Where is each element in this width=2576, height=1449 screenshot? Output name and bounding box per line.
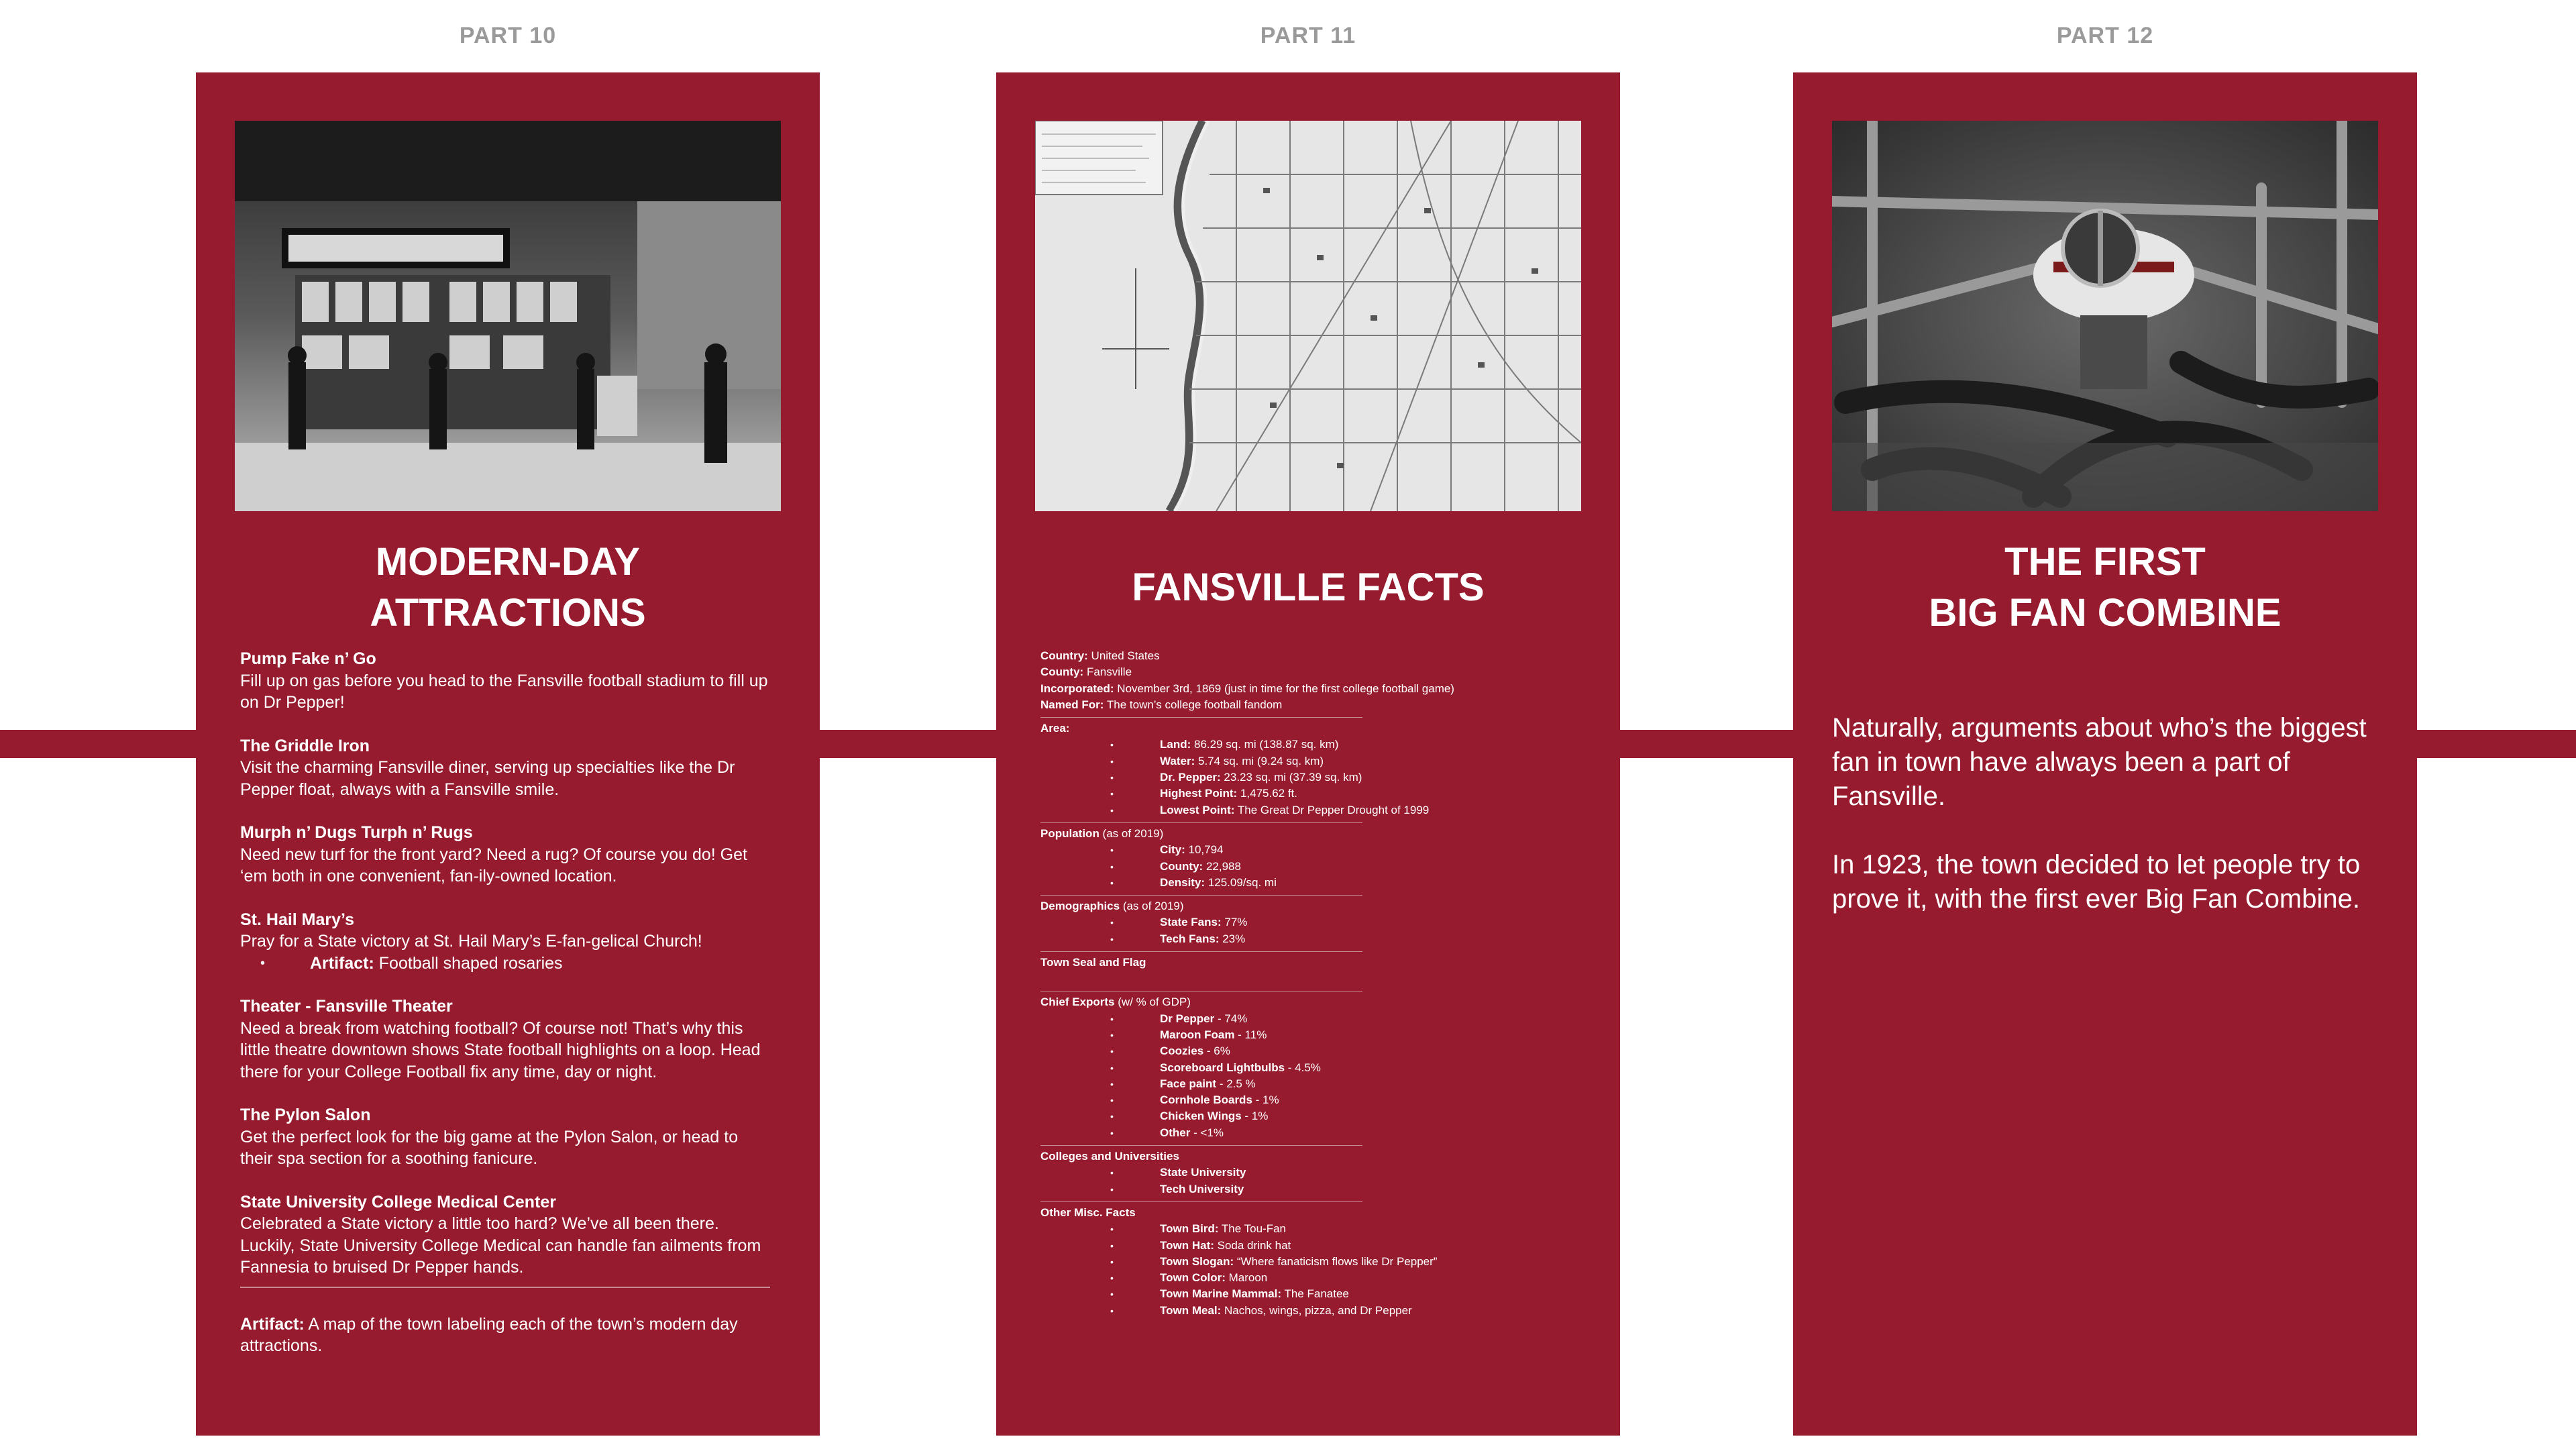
fact-label: State University xyxy=(1160,1166,1246,1179)
fact-bullet xyxy=(1040,1165,1580,1181)
facts-title: FANSVILLE FACTS xyxy=(1132,566,1485,609)
fact-label: Chicken Wings xyxy=(1160,1110,1242,1123)
combine-story: Naturally, arguments about who’s the biggest fan in town have always been a part of Fansville. In 1923, the town decided to let people try to prove it, with the first ever Big Fan Combine. xyxy=(1832,713,2367,914)
exports-heading: Chief Exports xyxy=(1040,996,1115,1009)
fact-value: 23% xyxy=(1219,932,1246,945)
fact-row xyxy=(1040,681,1580,697)
fact-label: Highest Point: xyxy=(1160,787,1238,800)
fact-bullet xyxy=(1040,1254,1580,1270)
list-item xyxy=(240,822,770,888)
fact-bullet xyxy=(1040,1060,1580,1076)
section-heading xyxy=(1040,898,1580,914)
misc-heading: Other Misc. Facts xyxy=(1040,1205,1136,1219)
fact-value: 1,475.62 ft. xyxy=(1237,787,1298,800)
fact-label: Cornhole Boards xyxy=(1160,1093,1252,1107)
fact-label: Dr Pepper xyxy=(1160,1012,1215,1025)
fact-label: County: xyxy=(1040,665,1084,679)
fact-row xyxy=(1040,648,1580,664)
divider xyxy=(1040,951,1362,952)
attractions-card xyxy=(196,72,820,1436)
attraction-name: St. Hail Mary’s xyxy=(240,910,354,929)
fact-label: Density: xyxy=(1160,875,1205,889)
fact-bullet xyxy=(1040,875,1580,891)
fact-bullet xyxy=(1040,737,1580,753)
attraction-desc: Visit the charming Fansville diner, serving up specialties like the Dr Pepper float, always with a Fansville smile. xyxy=(240,758,735,799)
football-drill-photo xyxy=(1832,121,2378,511)
fact-label: Scoreboard Lightbulbs xyxy=(1160,1061,1285,1074)
fact-value: The town’s college football fandom xyxy=(1104,698,1283,711)
fact-bullet xyxy=(1040,1286,1580,1302)
fact-bullet xyxy=(1040,1238,1580,1254)
map-artifact-note xyxy=(240,1313,770,1357)
attraction-name: The Griddle Iron xyxy=(240,736,370,755)
fact-label: Land: xyxy=(1160,738,1191,751)
fact-bullet xyxy=(1040,1303,1580,1319)
attraction-name: The Pylon Salon xyxy=(240,1106,371,1124)
fact-value: 5.74 sq. mi (9.24 sq. km) xyxy=(1195,754,1324,767)
fact-bullet xyxy=(1040,1270,1580,1286)
area-heading: Area: xyxy=(1040,722,1070,735)
list-item xyxy=(240,1104,770,1170)
fact-label: Town Color: xyxy=(1160,1271,1226,1285)
combine-title: THE FIRST BIG FAN COMBINE xyxy=(1929,540,2282,635)
divider xyxy=(1040,1145,1362,1146)
attraction-desc: Pray for a State victory at St. Hail Mary’s E-fan-gelical Church! xyxy=(240,932,702,951)
fact-value: - 1% xyxy=(1241,1110,1269,1123)
fact-value: - 1% xyxy=(1252,1093,1279,1107)
fact-value: - 74% xyxy=(1214,1012,1248,1025)
fact-row xyxy=(1040,664,1580,680)
town-map-image xyxy=(1035,121,1581,511)
artifact-text: Football shaped rosaries xyxy=(374,953,563,973)
divider xyxy=(1040,717,1362,718)
fact-value: 10,794 xyxy=(1185,843,1224,857)
fact-bullet xyxy=(1040,802,1580,818)
fact-value: - 11% xyxy=(1234,1028,1267,1041)
fact-bullet xyxy=(1040,1043,1580,1059)
newsstand-photo xyxy=(235,121,781,511)
facts-card xyxy=(996,72,1620,1436)
attraction-desc: Need new turf for the front yard? Need a rug? Of course you do! Get ‘em both in one convenient, fan-ily-owned location. xyxy=(240,845,747,885)
fact-bullet xyxy=(1040,1125,1580,1141)
section-heading xyxy=(1040,994,1580,1010)
artifact-note-text: A map of the town labeling each of the town’s modern day attractions. xyxy=(240,1314,738,1355)
newsstand-photo-art xyxy=(235,121,781,511)
fact-value: - 4.5% xyxy=(1285,1061,1321,1074)
fact-bullet xyxy=(1040,1076,1580,1092)
fact-value: Maroon xyxy=(1225,1271,1268,1285)
fact-value: 125.09/sq. mi xyxy=(1205,875,1277,889)
list-item xyxy=(240,996,770,1083)
fact-bullet xyxy=(1040,1181,1580,1197)
fact-value: - 2.5 % xyxy=(1216,1077,1256,1090)
artifact-label: Artifact: xyxy=(310,953,374,973)
fact-label: Town Hat: xyxy=(1160,1238,1214,1252)
fact-value: 86.29 sq. mi (138.87 sq. km) xyxy=(1191,738,1339,751)
population-note: (as of 2019) xyxy=(1099,826,1164,840)
fact-value: The Fanatee xyxy=(1281,1287,1349,1301)
fact-value: - 6% xyxy=(1203,1044,1230,1058)
fact-value: 22,988 xyxy=(1203,859,1241,873)
attractions-title: MODERN-DAY ATTRACTIONS xyxy=(370,540,646,635)
attraction-desc: Need a break from watching football? Of course not! That’s why this little theatre downtown shows State football highlights on a loop. Head there for your College Football fix any time, day or night. xyxy=(240,1018,761,1081)
fact-value: 23.23 sq. mi (37.39 sq. km) xyxy=(1220,771,1362,784)
fact-label: Coozies xyxy=(1160,1044,1204,1058)
fact-bullet xyxy=(1040,842,1580,858)
attraction-desc: Fill up on gas before you head to the Fansville football stadium to fill up on Dr Pepper! xyxy=(240,671,768,712)
fact-label: Tech University xyxy=(1160,1182,1244,1195)
fact-value: - <1% xyxy=(1190,1126,1224,1139)
fact-label: Face paint xyxy=(1160,1077,1217,1090)
fact-label: City: xyxy=(1160,843,1185,857)
combine-card xyxy=(1793,72,2417,1436)
divider xyxy=(1040,895,1362,896)
town-map-art xyxy=(1035,121,1581,511)
facts-list xyxy=(1040,648,1580,1319)
fact-bullet xyxy=(1040,1027,1580,1043)
exports-note: (w/ % of GDP) xyxy=(1114,996,1191,1009)
section-heading xyxy=(1040,955,1580,971)
fact-bullet xyxy=(1040,1011,1580,1027)
fact-label: Lowest Point: xyxy=(1160,803,1235,816)
attractions-list xyxy=(240,648,770,1357)
fact-value: Soda drink hat xyxy=(1214,1238,1291,1252)
section-heading xyxy=(1040,1148,1580,1165)
fact-value: The Tou-Fan xyxy=(1218,1222,1286,1236)
fact-bullet xyxy=(1040,1092,1580,1108)
demographics-note: (as of 2019) xyxy=(1120,900,1184,913)
fact-value: The Great Dr Pepper Drought of 1999 xyxy=(1234,803,1430,816)
population-heading: Population xyxy=(1040,826,1099,840)
spacer xyxy=(1040,971,1580,987)
fact-label: Dr. Pepper: xyxy=(1160,771,1221,784)
fact-value: Fansville xyxy=(1083,665,1132,679)
attraction-name: Murph n’ Dugs Turph n’ Rugs xyxy=(240,823,473,842)
fact-label: Incorporated: xyxy=(1040,682,1114,695)
fact-label: Town Marine Mammal: xyxy=(1160,1287,1282,1301)
attraction-name: State University College Medical Center xyxy=(240,1192,556,1212)
fact-label: Town Slogan: xyxy=(1160,1254,1234,1268)
list-item xyxy=(240,909,770,975)
fact-label: Maroon Foam xyxy=(1160,1028,1235,1041)
fact-bullet xyxy=(1040,753,1580,769)
list-item xyxy=(240,1191,770,1279)
fact-label: Town Meal: xyxy=(1160,1303,1222,1317)
fact-bullet xyxy=(1040,859,1580,875)
fact-value: United States xyxy=(1087,649,1160,662)
fact-value: “Where fanaticism flows like Dr Pepper” xyxy=(1234,1254,1438,1268)
section-heading xyxy=(1040,720,1580,737)
attraction-name: Theater - Fansville Theater xyxy=(240,997,453,1016)
fact-bullet xyxy=(1040,914,1580,930)
colleges-heading: Colleges and Universities xyxy=(1040,1150,1179,1163)
football-drill-art xyxy=(1832,121,2378,511)
fact-bullet xyxy=(1040,1221,1580,1237)
divider xyxy=(1040,1201,1362,1202)
section-heading xyxy=(1040,826,1580,842)
fact-bullet xyxy=(1040,769,1580,786)
attraction-name: Pump Fake n’ Go xyxy=(240,649,376,668)
part-12-label: PART 12 xyxy=(2056,23,2154,48)
fact-label: Tech Fans: xyxy=(1160,932,1220,945)
fact-bullet xyxy=(1040,931,1580,947)
part-11-label: PART 11 xyxy=(1260,23,1356,48)
fact-value: 77% xyxy=(1221,916,1248,929)
part-10-label: PART 10 xyxy=(459,23,557,48)
section-heading xyxy=(1040,1205,1580,1221)
artifact-note-label: Artifact: xyxy=(240,1314,305,1334)
fact-label: State Fans: xyxy=(1160,916,1222,929)
fact-value: November 3rd, 1869 (just in time for the first college football game) xyxy=(1114,682,1454,695)
list-item xyxy=(240,735,770,801)
fact-label: Country: xyxy=(1040,649,1088,662)
list-item xyxy=(240,648,770,714)
seal-heading: Town Seal and Flag xyxy=(1040,956,1146,969)
divider xyxy=(240,1287,770,1288)
divider xyxy=(1040,822,1362,823)
demographics-heading: Demographics xyxy=(1040,900,1120,913)
attraction-desc: Get the perfect look for the big game at the Pylon Salon, or head to their spa section for a soothing fanicure. xyxy=(240,1127,739,1168)
fact-label: Other xyxy=(1160,1126,1191,1139)
fact-label: County: xyxy=(1160,859,1203,873)
attraction-desc: Celebrated a State victory a little too hard? We’ve all been there. Luckily, State University College Medical can handle fan ailments from Fannesia to bruised Dr Pepper hands. xyxy=(240,1214,761,1277)
fact-label: Water: xyxy=(1160,754,1195,767)
attraction-artifact xyxy=(240,953,770,975)
fact-bullet xyxy=(1040,1108,1580,1124)
fact-label: Town Bird: xyxy=(1160,1222,1219,1236)
fact-bullet xyxy=(1040,786,1580,802)
fact-row xyxy=(1040,697,1580,713)
fact-label: Named For: xyxy=(1040,698,1104,711)
fact-value: Nachos, wings, pizza, and Dr Pepper xyxy=(1221,1303,1412,1317)
